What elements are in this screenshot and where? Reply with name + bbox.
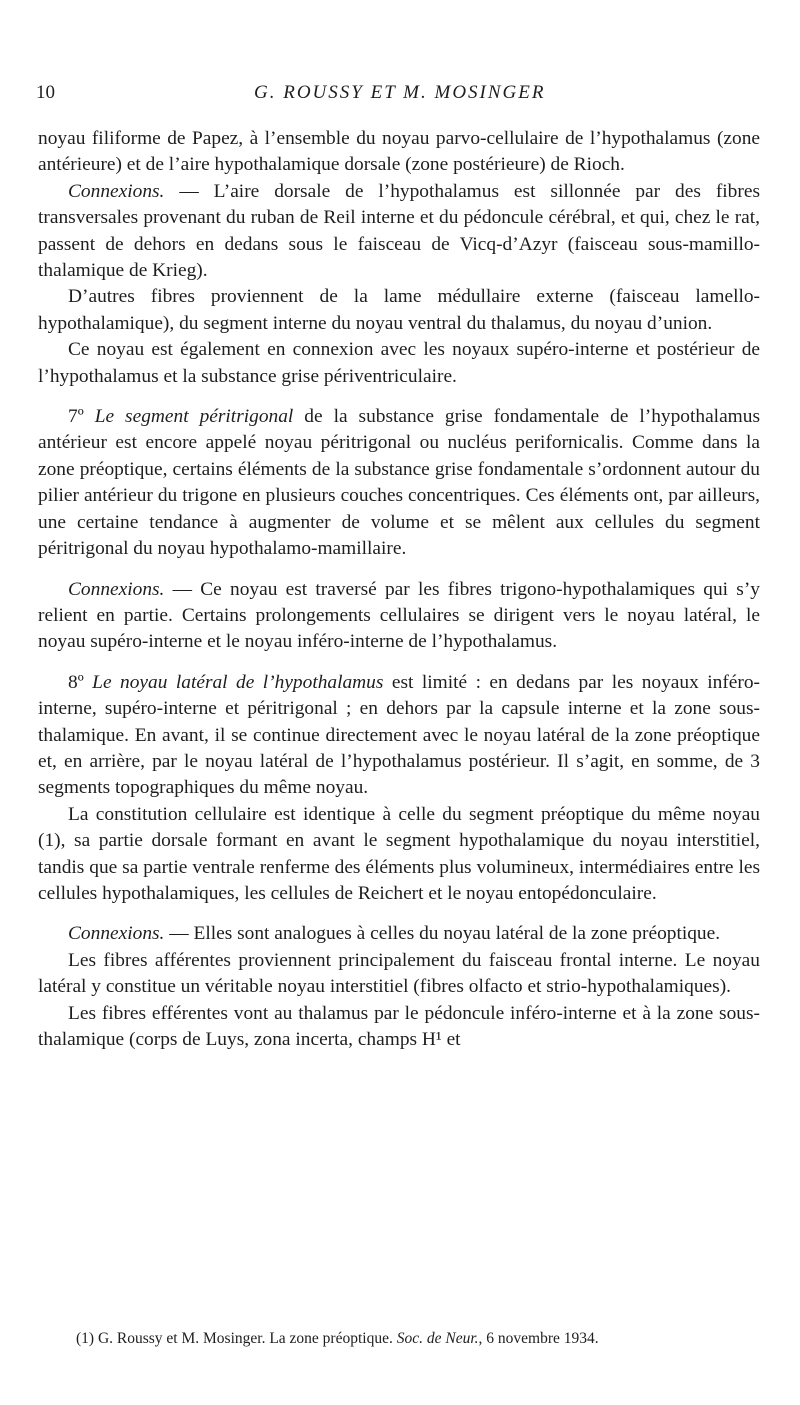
section-title: Le noyau latéral de l’hypothalamus xyxy=(92,671,384,693)
section-number: 7º xyxy=(68,406,95,428)
section-paragraph: 7º Le segment péritrigonal de la substance grise fondamentale de l’hypothalamus antérieur est encore appelé noyau péritrigonal ou nucléus perifornicalis. Comme dans la zone préoptique, certains éléments de la substance grise fondamentale s’ordonnent autour du pilier antérieur du trigone en plusieurs couches concentriques. Ces éléments ont, par ailleurs, une certaine tendance à augmenter de volume et se mêlent aux cellules du segment péritrigonal du noyau hypothalamo-mamillaire. xyxy=(38,406,760,560)
paragraph: Les fibres afférentes proviennent principalement du faisceau frontal interne. Le noyau latéral y constitue un véritable noyau interstitiel (fibres olfacto et strio-hypothalamiques). xyxy=(38,949,760,998)
paragraph: D’autres fibres proviennent de la lame médullaire externe (faisceau lamello-hypothalamique), du segment interne du noyau ventral du thalamus, du noyau d’union. xyxy=(38,286,760,334)
section-title: Le segment péritrigonal xyxy=(94,406,294,428)
running-head: G. ROUSSY ET M. MOSINGER xyxy=(254,82,546,103)
paragraph: Connexions. — Ce noyau est traversé par les fibres trigono-hypothalamiques qui s’y relient en partie. Certains prolongements cellulaires se dirigent vers le noyau latéral, le noyau supéro-interne et le noyau inféro-interne de l’hypothalamus. xyxy=(38,578,760,653)
section-number: 8º xyxy=(68,671,93,693)
paragraph: Connexions. — Elles sont analogues à celles du noyau latéral de la zone préoptique. xyxy=(68,923,721,945)
paragraph: noyau filiforme de Papez, à l’ensemble du noyau parvo-cellulaire de l’hypothalamus (zone antérieure) et de l’aire hypothalamique dorsale (zone postérieure) de Rioch. xyxy=(38,128,760,176)
paragraph-lead: Connexions. xyxy=(68,180,165,202)
paragraph: La constitution cellulaire est identique à celle du segment préoptique du même noyau (1), sa partie dorsale formant en avant le segment hypothalamique du noyau interstitiel, tandis que sa partie ventrale renferme des éléments plus volumineux, intermédiaires entre les cellules hypothalamiques, les cellules de Reichert et le noyau entopédonculaire. xyxy=(38,803,760,904)
footnote: (1) G. Roussy et M. Mosinger. La zone préoptique. Soc. de Neur., 6 novembre 1934. xyxy=(76,1330,599,1347)
paragraph: Les fibres efférentes vont au thalamus par le pédoncule inféro-interne et à la zone sous-thalamique (corps de Luys, zona incerta, champs H¹ et xyxy=(38,1002,760,1050)
page-body xyxy=(38,126,760,1053)
page-header xyxy=(36,82,764,106)
section-paragraph: 8º Le noyau latéral de l’hypothalamus est limité : en dedans par les noyaux inféro-interne, supéro-interne et péritrigonal ; en dehors par la capsule interne et la zone sous-thalamique. En avant, il se continue directement avec le noyau latéral de la zone préoptique et, en arrière, par le noyau latéral de l’hypothalamus postérieur. Il s’agit, en somme, de 3 segments topographiques du même noyau. xyxy=(38,671,760,799)
paragraph-lead: Connexions. xyxy=(68,578,165,600)
paragraph: Connexions. — L’aire dorsale de l’hypothalamus est sillonnée par des fibres transversales provenant du ruban de Reil interne et du pédoncule cérébral, et qui, chez le rat, passent de dehors en dedans sous le faisceau de Vicq-d’Azyr (faisceau sous-mamillo-thalamique de Krieg). xyxy=(38,180,760,282)
paragraph: Ce noyau est également en connexion avec les noyaux supéro-interne et postérieur de l’hypothalamus et la substance grise périventriculaire. xyxy=(38,339,760,387)
paragraph-lead: Connexions. xyxy=(68,923,165,945)
footnote-source: Soc. de Neur. xyxy=(396,1330,479,1347)
page-number: 10 xyxy=(36,82,55,103)
footnote-marker: (1) xyxy=(76,1330,95,1347)
